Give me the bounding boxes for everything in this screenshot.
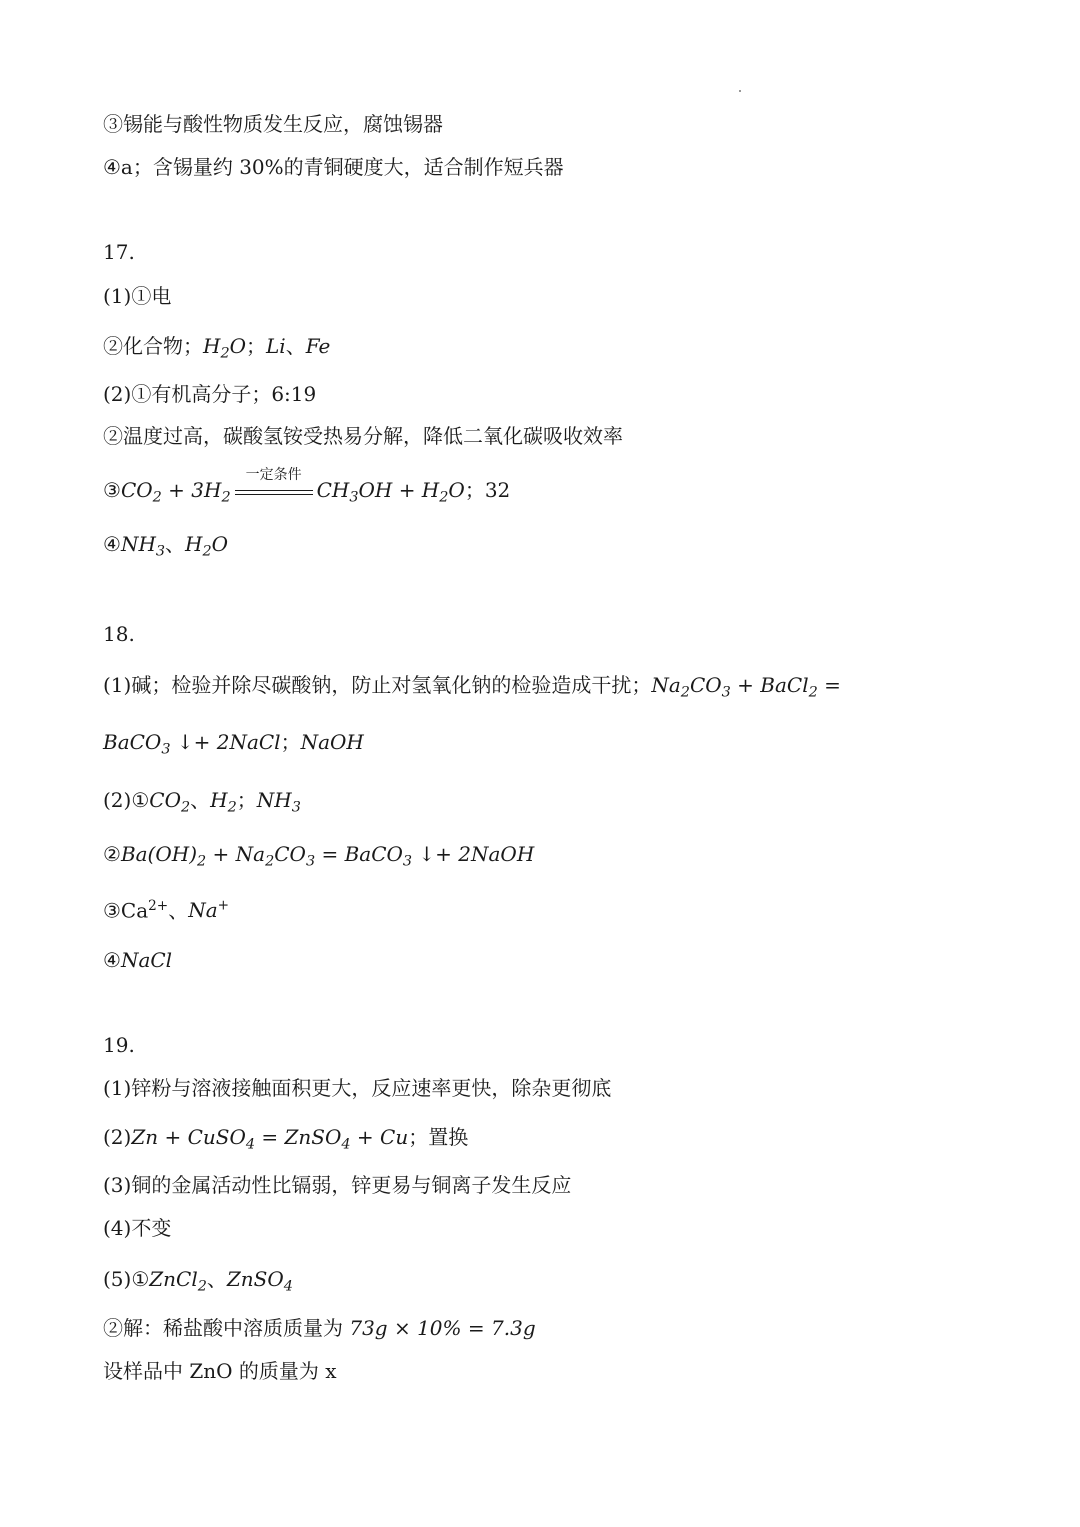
- answer-line: (1)锌粉与溶液接触面积更大，反应速率更快，除杂更彻底: [103, 1076, 612, 1100]
- equation-line: $②Ba(OH)_2 + Na_2CO_3$ = BaCO$_3$ ↓+ 2NaOH: [103, 842, 535, 870]
- equation-line: $③CO_2 + 3H_2$ 一定条件 $CH_3OH + H_2O$；32: [103, 466, 511, 506]
- answer-line: ④NaCl: [103, 948, 173, 972]
- answer-line: ③锡能与酸性物质发生反应，腐蚀锡器: [103, 112, 443, 136]
- answer-line: ②解：稀盐酸中溶质质量为 73g × 10% = 7.3g: [103, 1316, 536, 1340]
- question-number-17: 17.: [103, 240, 135, 264]
- answer-line: $(2)①CO_2$、$H_2$；$NH_3$: [103, 788, 301, 816]
- equation-line: BaCO$_3$ ↓+ 2NaCl；NaOH: [103, 730, 364, 758]
- question-number-19: 19.: [103, 1033, 135, 1057]
- answer-line: 设样品中 ZnO 的质量为 x: [103, 1359, 337, 1383]
- question-number-18: 18.: [103, 622, 135, 646]
- answer-line: $③Ca^{2+}$、Na+: [103, 898, 230, 923]
- equation-line: (2)Zn + CuSO$_4$ = ZnSO$_4$ + Cu；置换: [103, 1125, 469, 1153]
- speck: [739, 90, 741, 92]
- answer-line: (2)①有机高分子；6:19: [103, 382, 317, 406]
- answer-line: (1)①电: [103, 284, 172, 308]
- answer-line: (3)铜的金属活动性比镉弱，锌更易与铜离子发生反应: [103, 1173, 572, 1197]
- answer-line: ②温度过高，碳酸氢铵受热易分解，降低二氧化碳吸收效率: [103, 424, 623, 448]
- answer-line: $④NH_3$、$H_2O$: [103, 532, 229, 560]
- answer-line: (1)碱；检验并除尽碳酸钠，防止对氢氧化钠的检验造成干扰；$Na_2CO_3$ + BaCl$_2$ =: [103, 673, 841, 701]
- answer-line: (5)①ZnCl$_2$、ZnSO$_4$: [103, 1267, 293, 1295]
- answer-line: (4)不变: [103, 1216, 172, 1240]
- answer-line: ②化合物；$H_2O$；Li、Fe: [103, 334, 331, 362]
- reaction-condition: 一定条件: [235, 481, 313, 503]
- answer-line: ④a；含锡量约 30%的青铜硬度大，适合制作短兵器: [103, 155, 564, 179]
